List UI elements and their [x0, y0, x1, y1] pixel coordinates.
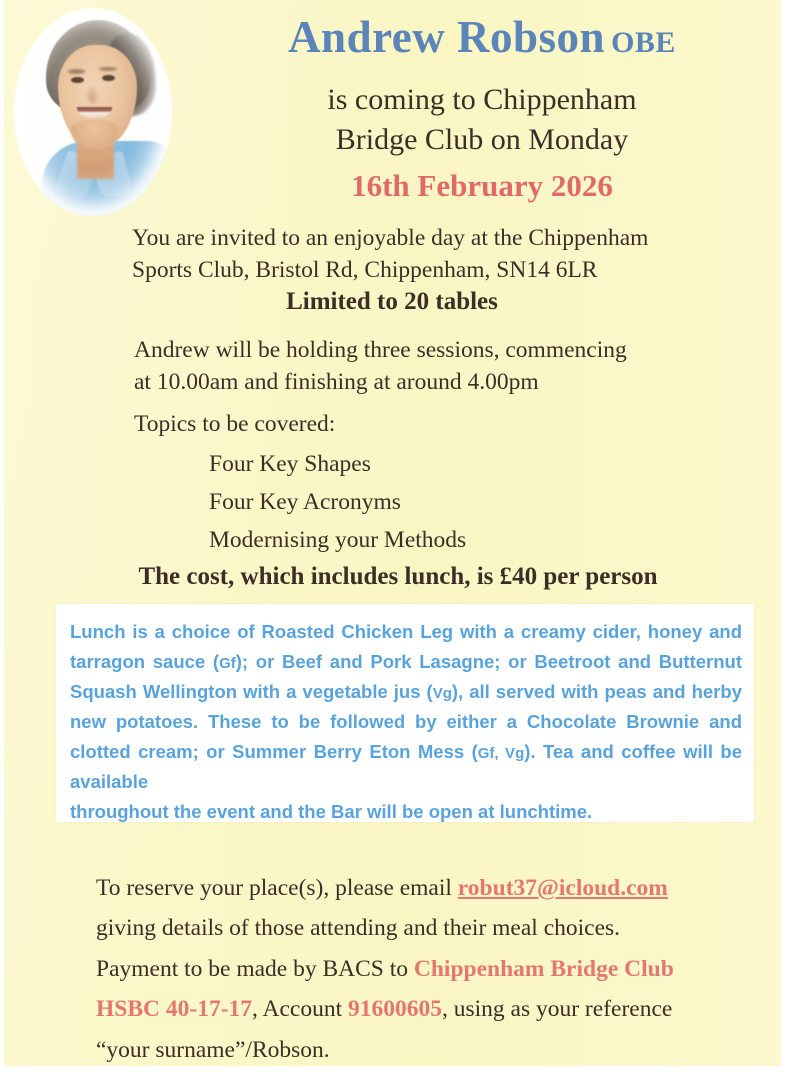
- dietary-tag-gf: Gf: [219, 654, 236, 672]
- event-subtitle: [182, 80, 782, 159]
- reserve-prefix: To reserve your place(s), please email: [96, 875, 458, 901]
- speaker-name: Andrew Robson: [288, 12, 606, 62]
- sessions-line-2: at 10.00am and finishing at around 4.00pm: [134, 369, 539, 396]
- bank-sort-code: HSBC 40-17-17: [96, 996, 253, 1023]
- booking-details: [96, 868, 736, 1070]
- lunch-part-1: Lunch is a choice of Roasted Chicken Leg with a creamy cider, honey and tarragon sauce (: [70, 621, 742, 672]
- topics-heading: Topics to be covered:: [134, 411, 336, 437]
- invitation-line-2: Sports Club, Bristol Rd, Chippenham, SN14 6LR: [132, 257, 598, 284]
- topic-item: Four Key Shapes: [209, 451, 371, 477]
- portrait-vignette: [14, 8, 172, 216]
- bank-line: [96, 989, 736, 1029]
- speaker-honour: OBE: [611, 26, 676, 59]
- lunch-part-5: throughout the event and the Bar will be open at lunchtime.: [70, 800, 593, 822]
- account-label: , Account: [252, 996, 348, 1023]
- account-number: 91600605: [347, 996, 442, 1023]
- sessions-text: [134, 334, 734, 399]
- andrew-robson-portrait: [14, 8, 172, 216]
- topic-item: Modernising your Methods: [209, 527, 467, 553]
- subtitle-line-1: is coming to Chippenham: [327, 83, 637, 116]
- dietary-tag-gf-vg: Gf, Vg: [477, 744, 525, 762]
- page-title: [182, 14, 782, 61]
- payment-prefix: Payment to be made by BACS to: [96, 955, 414, 982]
- lunch-part-3: ), all served with peas and herby new potatoes. These to be followed by either a Chocolate Brownie and clotted cream; or Summer Berry Eton Mess (: [70, 680, 742, 762]
- reserve-line: [96, 868, 736, 908]
- subtitle-line-2: Bridge Club on Monday: [335, 122, 629, 156]
- invitation-text: [132, 222, 712, 287]
- sessions-line-1: Andrew will be holding three sessions, commencing: [134, 337, 627, 363]
- contact-email-link[interactable]: robut37@icloud.com: [457, 875, 668, 901]
- event-date: 16th February 2026: [351, 168, 613, 203]
- lunch-menu-text: [70, 617, 742, 827]
- lunch-part-2: ); or Beef and Pork Lasagne; or Beetroot and Butternut Squash Wellington with a vegetable jus (: [70, 650, 742, 702]
- lunch-menu-box: [56, 604, 754, 822]
- meal-choices-line: giving details of those attending and their meal choices.: [96, 915, 621, 942]
- payment-line: [96, 949, 736, 989]
- reference-line: “your surname”/Robson.: [96, 1036, 330, 1063]
- table-limit-notice: Limited to 20 tables: [286, 288, 498, 315]
- reference-suffix: , using as your reference: [441, 996, 673, 1023]
- payee-name: Chippenham Bridge Club: [413, 955, 674, 982]
- flyer-sheet: [4, 0, 781, 1066]
- lunch-part-4: ). Tea and coffee will be available: [70, 740, 742, 792]
- cost-notice: The cost, which includes lunch, is £40 per person: [138, 563, 658, 590]
- topic-item: Four Key Acronyms: [209, 489, 401, 515]
- dietary-tag-vg: Vg: [432, 684, 452, 702]
- invitation-line-1: You are invited to an enjoyable day at the Chippenham: [132, 225, 649, 251]
